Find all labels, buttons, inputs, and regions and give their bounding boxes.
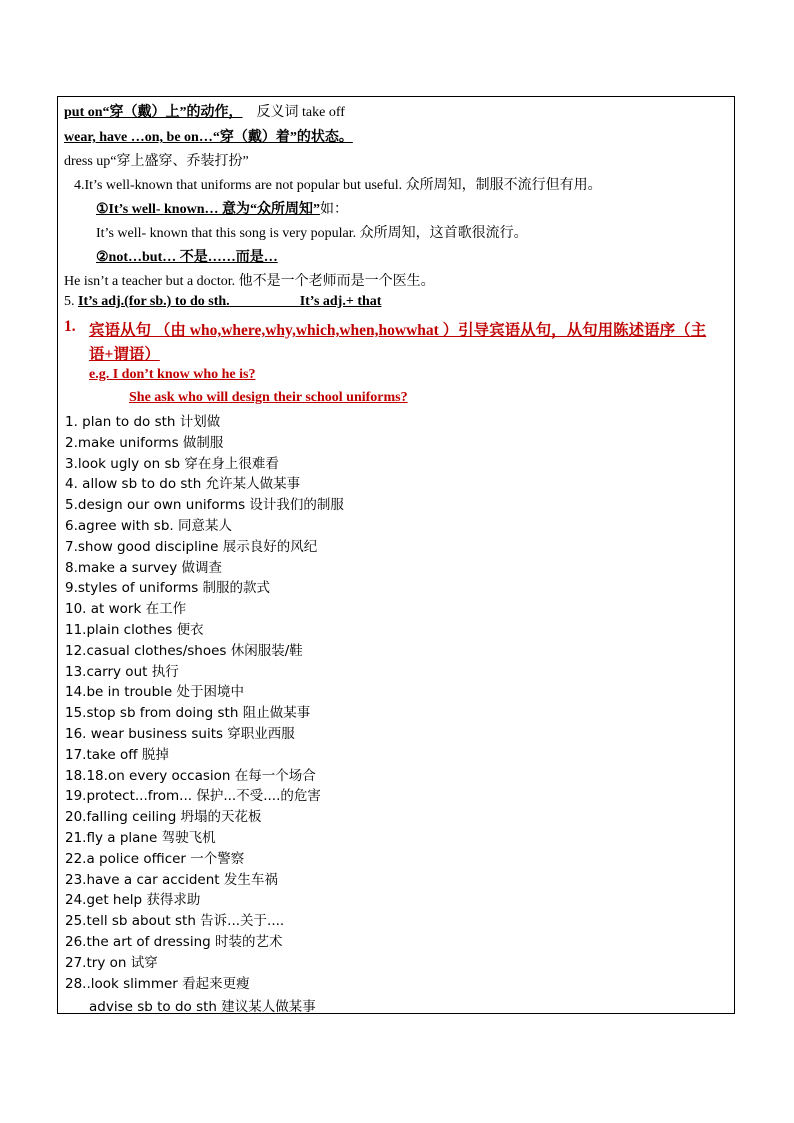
adj-structure-1: It’s adj.(for sb.) to do sth.: [78, 294, 230, 309]
grammar-line-2: 语+谓语）: [89, 346, 160, 363]
put-on-bold: put on“穿（戴）上”的动作，: [64, 105, 243, 120]
wear-have-line: wear, have …on, be on…“穿（戴）着”的状态。: [64, 130, 353, 145]
list-item: 4. allow sb to do sth 允许某人做某事: [65, 476, 301, 492]
list-item: advise sb to do sth 建议某人做某事: [89, 999, 316, 1015]
grammar-number: 1.: [64, 318, 76, 335]
put-on-antonym: 反义词 take off: [256, 105, 345, 120]
list-item: 17.take off 脱掉: [65, 747, 169, 763]
list-item: 26.the art of dressing 时装的艺术: [65, 934, 283, 950]
list-item: 2.make uniforms 做制服: [65, 435, 224, 451]
list-item: 11.plain clothes 便衣: [65, 622, 204, 638]
adj-structures-line: [64, 294, 381, 310]
list-item: 12.casual clothes/shoes 休闲服装/鞋: [65, 643, 303, 659]
dress-up-line: dress up“穿上盛穿、乔装打扮”: [64, 154, 249, 169]
list-item: 16. wear business suits 穿职业西服: [65, 726, 295, 742]
not-but-line: ②not…but… 不是……而是…: [96, 250, 278, 265]
song-example-line: It’s well- known that this song is very popular. 众所周知，这首歌很流行。: [96, 226, 528, 241]
sentence-4-line: 4.It’s well-known that uniforms are not popular but useful. 众所周知，制服不流行但有用。: [74, 178, 602, 193]
grammar-example-2: She ask who will design their school uniforms?: [129, 390, 408, 405]
put-on-line: [64, 101, 345, 121]
grammar-example-1: e.g. I don’t know who he is?: [89, 367, 256, 382]
teacher-doctor-line: He isn’t a teacher but a doctor. 他不是一个老师而是一个医生。: [64, 274, 435, 289]
list-item: 28..look slimmer 看起来更瘦: [65, 976, 250, 992]
well-known-line: [96, 198, 348, 218]
list-item: 13.carry out 执行: [65, 664, 179, 680]
list-item: 10. at work 在工作: [65, 601, 187, 617]
list-item: 24.get help 获得求助: [65, 892, 201, 908]
list-item: 7.show good discipline 展示良好的风纪: [65, 539, 318, 555]
list-item: 23.have a car accident 发生车祸: [65, 872, 278, 888]
list-item: 21.fly a plane 驾驶飞机: [65, 830, 216, 846]
list-item: 8.make a survey 做调查: [65, 560, 223, 576]
list-item: 9.styles of uniforms 制服的款式: [65, 580, 271, 596]
grammar-line-1: 宾语从句 （由 who,where,why,which,when,howwhat ）引导宾语从句，从句用陈述语序（主: [89, 322, 707, 339]
list-item: 3.look ugly on sb 穿在身上很难看: [65, 456, 279, 472]
list-item: 5.design our own uniforms 设计我们的制服: [65, 497, 344, 513]
list-item: 1. plan to do sth 计划做: [65, 414, 221, 430]
list-item: 25.tell sb about sth 告诉...关于....: [65, 913, 285, 929]
list-item: 27.try on 试穿: [65, 955, 158, 971]
list-item: 20.falling ceiling 坍塌的天花板: [65, 809, 262, 825]
list-item: 15.stop sb from doing sth 阻止做某事: [65, 705, 311, 721]
list-item: 14.be in trouble 处于困境中: [65, 684, 245, 700]
list-item: 6.agree with sb. 同意某人: [65, 518, 232, 534]
well-known-ru: 如：: [320, 202, 348, 217]
adj-structure-2: It’s adj.+ that: [299, 294, 382, 309]
list-item: 22.a police officer 一个警察: [65, 851, 245, 867]
well-known-bold: ①It’s well- known… 意为“众所周知”: [96, 202, 320, 217]
adj-gap: [230, 294, 300, 309]
list-item: 19.protect...from... 保护...不受....的危害: [65, 788, 321, 804]
adj-prefix: 5.: [64, 294, 78, 309]
list-item: 18.18.on every occasion 在每一个场合: [65, 768, 316, 784]
